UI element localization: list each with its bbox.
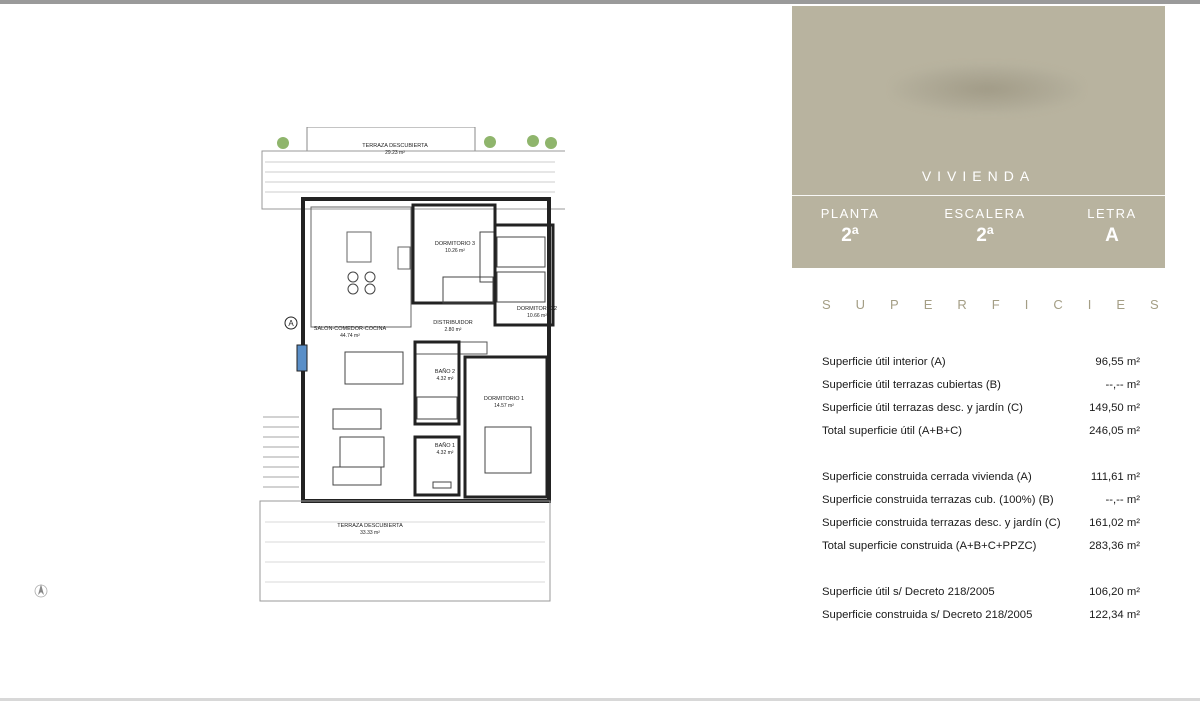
surfaces-table: [822, 356, 1140, 632]
floor-plan: [255, 127, 565, 607]
room-area: 44.74 m²: [340, 333, 360, 339]
room-label: BAÑO 2: [434, 369, 456, 375]
room-label: BAÑO 1: [434, 443, 456, 449]
surface-row: [822, 517, 1140, 540]
surface-label: Superficie útil interior (A): [822, 356, 946, 368]
room-area: 10.66 m²: [527, 313, 547, 319]
surface-value: --,-- m²: [1105, 379, 1140, 391]
floor-column: [790, 206, 910, 247]
surface-label: Superficie construida s/ Decreto 218/2005: [822, 609, 1033, 621]
surface-row: [822, 402, 1140, 425]
room-label: DORMITORIO 3: [434, 241, 476, 247]
surface-row: [822, 609, 1140, 632]
top-border: [0, 0, 1200, 4]
room-area: 29.23 m²: [385, 150, 405, 156]
surface-value: 149,50 m²: [1089, 402, 1140, 414]
surface-label: Superficie construida terrazas desc. y jardín (C): [822, 517, 1061, 529]
column-label: LETRA: [1087, 206, 1137, 221]
room-label: DISTRIBUIDOR: [433, 320, 473, 326]
room-label: TERRAZA DESCUBIERTA: [337, 523, 403, 529]
surface-value: --,-- m²: [1105, 494, 1140, 506]
surface-row: [822, 586, 1140, 609]
surface-value: 246,05 m²: [1089, 425, 1140, 437]
surface-label: Superficie útil terrazas cubiertas (B): [822, 379, 1001, 391]
blurred-logo: [892, 64, 1082, 114]
letter-column: [1052, 206, 1172, 247]
north-arrow-icon: [33, 583, 49, 599]
surface-label: Superficie construida cerrada vivienda (A): [822, 471, 1032, 483]
surface-row: [822, 379, 1140, 402]
surface-label: Superficie útil terrazas desc. y jardín (C): [822, 402, 1023, 414]
surface-label: Superficie construida terrazas cub. (100%) (B): [822, 494, 1054, 506]
room-area: 2.80 m²: [444, 327, 462, 333]
dwelling-title: VIVIENDA: [921, 168, 1036, 184]
room-label: SALON-COMEDOR-COCINA: [313, 326, 387, 332]
surface-row: [822, 540, 1140, 563]
surface-value: 96,55 m²: [1095, 356, 1140, 368]
column-value: A: [1105, 225, 1119, 246]
room-area: 14.57 m²: [494, 403, 514, 409]
dwelling-header: [792, 6, 1165, 268]
surface-value: 122,34 m²: [1089, 609, 1140, 621]
room-label: TERRAZA DESCUBIERTA: [362, 143, 428, 149]
surface-value: 106,20 m²: [1089, 586, 1140, 598]
column-label: ESCALERA: [944, 206, 1026, 221]
header-divider: [792, 195, 1165, 196]
column-value: 2ª: [976, 225, 994, 246]
surfaces-title: SUPERFICIES: [822, 297, 1184, 312]
surface-value: 283,36 m²: [1089, 540, 1140, 552]
room-area: 4.32 m²: [436, 376, 454, 382]
surface-value: 111,61 m²: [1090, 471, 1140, 483]
room-area: 4.32 m²: [436, 450, 454, 456]
surface-label: Total superficie construida (A+B+C+PPZC): [822, 540, 1037, 552]
surface-row: [822, 425, 1140, 448]
surface-label: Superficie útil s/ Decreto 218/2005: [822, 586, 995, 598]
surface-row: [822, 356, 1140, 379]
room-area: 33.33 m²: [360, 530, 380, 536]
stair-column: [925, 206, 1045, 247]
column-label: PLANTA: [820, 206, 880, 221]
column-value: 2ª: [841, 225, 859, 246]
surface-value: 161,02 m²: [1089, 517, 1140, 529]
room-label: DORMITORIO 2: [516, 306, 558, 312]
surface-row: [822, 471, 1140, 494]
entrance-marker: A: [288, 319, 294, 328]
surface-row: [822, 494, 1140, 517]
room-label: DORMITORIO 1: [483, 396, 525, 402]
room-area: 10.26 m²: [445, 248, 465, 254]
surface-label: Total superficie útil (A+B+C): [822, 425, 963, 437]
